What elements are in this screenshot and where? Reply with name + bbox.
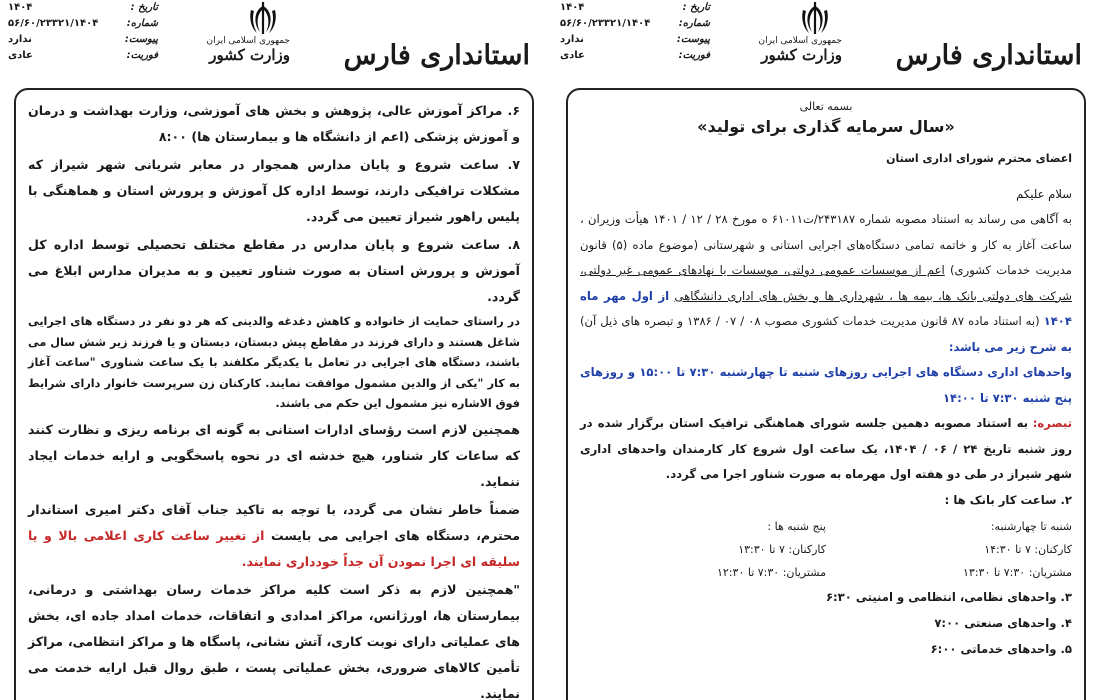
greeting: سلام علیکم — [1016, 186, 1072, 201]
date-label: تاریخ : — [130, 2, 158, 13]
intro-colon: به شرح زیر می باشد: — [948, 339, 1072, 354]
number-value: ۵۶/۶۰/۲۳۳۲۱/۱۴۰۴ — [560, 18, 651, 29]
bank-thursdays-title: پنج شنبه ها : — [767, 520, 826, 533]
bank-thursdays-customers: مشتریان: ۷:۳۰ تا ۱۲:۳۰ — [717, 566, 826, 579]
letterhead — [552, 0, 1100, 88]
paragraph-managers: همچنین لازم است رؤسای ادارات استانی به گونه ای برنامه ریزی و نظارت کنند که ساعات کار شناور، هیچ خدشه ای در نحوه پاسخگویی و ارایه خدمات ایجاد ننماید. — [28, 421, 520, 489]
attachment-value: ندارد — [8, 34, 32, 45]
bank-weekdays-customers: مشتریان: ۷:۳۰ تا ۱۳:۳۰ — [963, 566, 1072, 579]
number-label: شماره: — [126, 18, 158, 29]
priority-label: فوریت: — [126, 50, 158, 61]
paragraph-services: "همچنین لازم به ذکر است کلیه مراکز خدمات رسان بهداشتی و درمانی، بیمارستان ها، اورژانس، مراکز امدادی و اتفاقات، خدمات امداد جاده ای، بخش های عملیاتی دارای نوبت کاری، آتش نشانی، پاسگاه ها و مراکز انتظامی، مراکز تأمین کالاهای ضروری، بخش عملیاتی پست ، طبق روال قبل ارایه خدمت می نمایند. — [28, 581, 520, 700]
list-item: ۳. واحدهای نظامی، انتظامی و امنیتی ۶:۳۰ — [825, 590, 1072, 604]
paragraph-item-7: ۷. ساعت شروع و پایان مدارس همجوار در معابر شریانی شهر شیراز که مشکلات ترافیکی دارند، توسط اداره کل آموزش و پرورش استان و هماهنگی با پلیس راهور شیراز تعیین می گردد. — [28, 157, 520, 224]
document-page-2 — [0, 0, 548, 700]
bank-weekdays — [826, 515, 1072, 584]
iran-emblem — [758, 0, 842, 86]
list-item: ۴. واحدهای صنعتی ۷:۰۰ — [934, 616, 1072, 630]
paragraph-item-8: ۸. ساعت شروع و پایان مدارس در مقاطع مختلف تحصیلی توسط اداره کل آموزش و پرورش استان به صورت شناور تعیین و به مدیران مدارس ابلاغ می گردد. — [28, 237, 520, 304]
letter-meta — [560, 0, 710, 64]
priority-value: عادی — [560, 50, 585, 61]
letter-body — [566, 88, 1086, 700]
bank-weekdays-title: شنبه تا چهارشنبه: — [990, 520, 1072, 533]
paragraph-item-6: ۶. مراکز آموزش عالی، پژوهش و بخش های آموزشی، وزارت بهداشت و درمان و آموزش پزشکی (اعم از دانشگاه ها و بیمارستان ها) ۸:۰۰ — [28, 103, 520, 144]
paragraph-family-support: در راستای حمایت از خانواده و کاهش دغدغه والدینی که هر دو نفر در دستگاه های اجرایی شاغل هستند و دارای فرزند در مقاطع پیش دبستان، دبستان و یا فرزند زیر شش سال می باشند، دستگاه های اجرایی در تعامل با یکدیگر مکلفند با یک ساعت شناوری "ساعت آغاز به کار "یکی از والدین مشمول موافقت نمایند. کارکنان زن سرپرست خانوار دارای شرایط فوق الاشاره نیز مشمول این حکم می باشند. — [28, 315, 520, 410]
date-label: تاریخ : — [682, 2, 710, 13]
intro-text-2: (به استناد ماده ۸۷ قانون مدیریت خدمات کشوری مصوب ۰۸ / ۰۷ / ۱۳۸۶ و تبصره های ذیل آن) — [580, 314, 1040, 328]
letter-meta — [8, 0, 158, 64]
letterhead-title: استانداری فارس — [343, 40, 530, 71]
emblem-caption: جمهوری اسلامی ایران — [758, 36, 842, 46]
attachment-label: پیوست: — [124, 34, 158, 45]
year-slogan: «سال سرمایه گذاری برای تولید» — [697, 117, 955, 136]
letter-body — [14, 88, 534, 700]
note-text: به استناد مصوبه دهمین جلسه شورای هماهنگی ترافیک استان برگزار شده در روز شنبه تاریخ ۲۴ / ۰۶ / ۱۴۰۴، یک ساعت اول شروع کار کارمندان واحدهای اداری شهر شیراز در طی دو هفته اول مهرماه به صورت شناور اجرا می گردد. — [580, 416, 1072, 481]
bank-heading: ۲. ساعت کار بانک ها : — [944, 492, 1072, 507]
list-item: ۵. واحدهای خدماتی ۶:۰۰ — [930, 642, 1072, 656]
governor-warning: از تغییر ساعت کاری اعلامی بالا و یا سلیقه ای اجرا نمودن آن جداً خودداری نمایند. — [28, 527, 520, 569]
governor-text: ضمناً خاطر نشان می گردد، با توجه به تاکید جناب آقای دکتر امیری استاندار محترم، دستگاه های اجرایی می بایست — [28, 501, 520, 543]
ministry-name: وزارت کشور — [761, 46, 842, 64]
paragraph-governor — [28, 497, 520, 575]
ministry-name: وزارت کشور — [209, 46, 290, 64]
number-value: ۵۶/۶۰/۲۳۳۲۱/۱۴۰۴ — [8, 18, 99, 29]
bank-thursdays-staff: کارکنان: ۷ تا ۱۳:۳۰ — [738, 543, 826, 556]
bank-weekdays-staff: کارکنان: ۷ تا ۱۴:۳۰ — [984, 543, 1072, 556]
paragraph-intro — [580, 207, 1072, 360]
date-value: ۱۴۰۴ — [560, 2, 585, 13]
bank-thursdays — [580, 515, 826, 584]
emblem-caption: جمهوری اسلامی ایران — [206, 36, 290, 46]
attachment-label: پیوست: — [676, 34, 710, 45]
intro-text: به آگاهی می رساند به استناد مصوبه شماره ۲۴۳۱۸۷/ت۶۱۰۱۱ ه مورخ ۲۸ / ۱۲ / ۱۴۰۱ هیأت وزیران ، ساعت آغاز به کار و خاتمه تمامی دستگاه‌های اجرایی استانی و شهرستانی (موضوع ماده (۵) قانون مدیریت خدمات کشوری) — [580, 212, 1073, 277]
date-value: ۱۴۰۴ — [8, 2, 33, 13]
intro-date: از اول مهر ماه ۱۴۰۴ — [580, 288, 1072, 328]
priority-label: فوریت: — [678, 50, 710, 61]
priority-value: عادی — [8, 50, 33, 61]
letterhead — [0, 0, 548, 88]
number-label: شماره: — [678, 18, 710, 29]
iran-emblem — [206, 0, 290, 86]
emblem-icon — [248, 0, 278, 36]
letterhead-title: استانداری فارس — [895, 40, 1082, 71]
intro-underlined: اعم از موسسات عمومی دولتی، موسسات یا نهادهای عمومی غیر دولتی، شرکت های دولتی بانک ها، بیمه ها ، شهرداری ها و بخش های اداری دانشگاهی — [580, 263, 1072, 303]
paragraph-note — [580, 411, 1072, 488]
bismillah: بسمه تعالی — [799, 100, 853, 113]
unit-hours-list — [580, 584, 1072, 662]
attachment-value: ندارد — [560, 34, 584, 45]
office-hours: واحدهای اداری دستگاه های اجرایی روزهای شنبه تا چهارشنبه ۷:۳۰ تا ۱۵:۰۰ و روزهای پنج شنبه ۷:۳۰ تا ۱۴:۰۰ — [580, 365, 1073, 405]
bank-hours — [580, 515, 1072, 584]
emblem-icon — [800, 0, 830, 36]
addressee: اعضای محترم شورای اداری استان — [886, 152, 1072, 165]
note-label: تبصره: — [1032, 416, 1072, 430]
document-page-1 — [552, 0, 1100, 700]
